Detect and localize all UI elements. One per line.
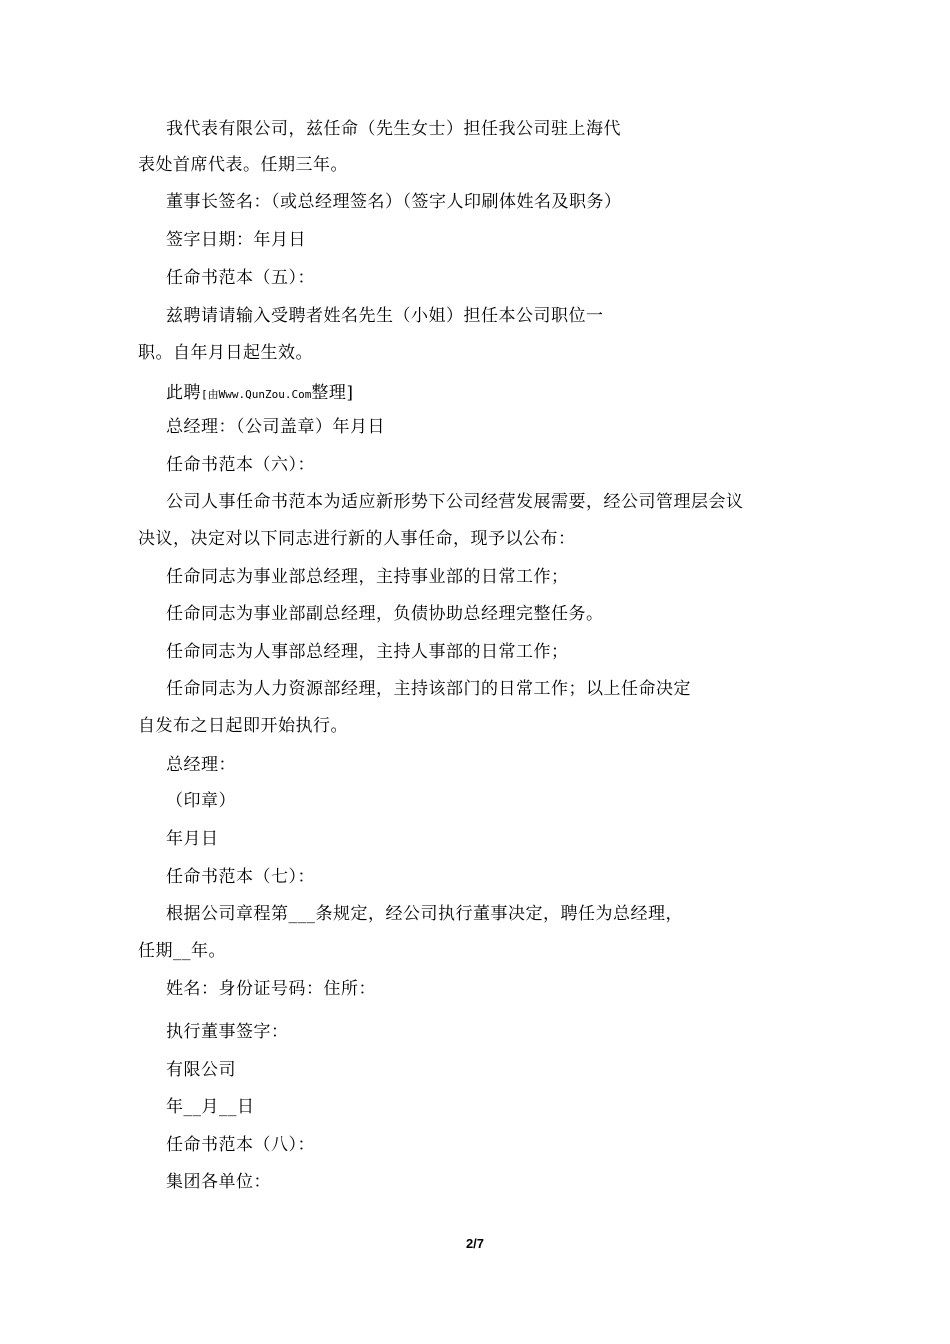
source-note-site: Www.QunZou.Com [218,388,312,401]
section-heading: 任命书范本（七）： [166,867,315,887]
paragraph-line: 兹聘请请输入受聘者姓名先生（小姐）担任本公司职位一 [166,306,604,326]
date-line: 年月日 [166,829,219,849]
paragraph-line: 根据公司章程第___条规定，经公司执行董事决定，聘任为总经理， [166,904,683,924]
paragraph-line: 自发布之日起即开始执行。 [138,716,348,736]
paragraph-line: 任期__年。 [138,941,226,961]
paragraph-line: 姓名：身份证号码：住所： [166,979,376,999]
paragraph-line: 总经理：（公司盖章）年月日 [166,417,385,437]
company-line: 有限公司 [166,1060,236,1080]
source-note-prefix: 此聘 [166,383,201,403]
paragraph-line: 任命同志为人力资源部经理，主持该部门的日常工作；以上任命决定 [166,679,691,699]
source-note [166,381,353,407]
paragraph-line: 职。自年月日起生效。 [138,343,313,363]
paragraph-line: 任命同志为人事部总经理，主持人事部的日常工作； [166,642,569,662]
seal-label: （印章） [166,791,236,811]
paragraph-line: 集团各单位： [166,1172,271,1192]
date-line: 年__月__日 [166,1097,255,1117]
paragraph-line: 决议，决定对以下同志进行新的人事任命，现予以公布： [138,529,576,549]
section-heading: 任命书范本（六）： [166,455,315,475]
section-heading: 任命书范本（八）： [166,1135,315,1155]
paragraph-line: 我代表有限公司，兹任命（先生女士）担任我公司驻上海代 [166,119,621,139]
source-note-close: 整理] [311,383,354,403]
page-number: 2/7 [465,1236,485,1251]
paragraph-line: 表处首席代表。任期三年。 [138,155,348,175]
section-heading: 任命书范本（五）： [166,268,315,288]
paragraph-line: 任命同志为事业部总经理，主持事业部的日常工作； [166,567,569,587]
signature-label: 总经理： [166,755,236,775]
source-note-open: [由 [201,388,219,401]
signature-label: 执行董事签字： [166,1022,289,1042]
paragraph-line: 签字日期：年月日 [166,230,306,250]
paragraph-line: 公司人事任命书范本为适应新形势下公司经营发展需要，经公司管理层会议 [166,492,744,512]
paragraph-line: 任命同志为事业部副总经理，负债协助总经理完整任务。 [166,604,604,624]
paragraph-line: 董事长签名：（或总经理签名）（签字人印刷体姓名及职务） [166,192,622,212]
